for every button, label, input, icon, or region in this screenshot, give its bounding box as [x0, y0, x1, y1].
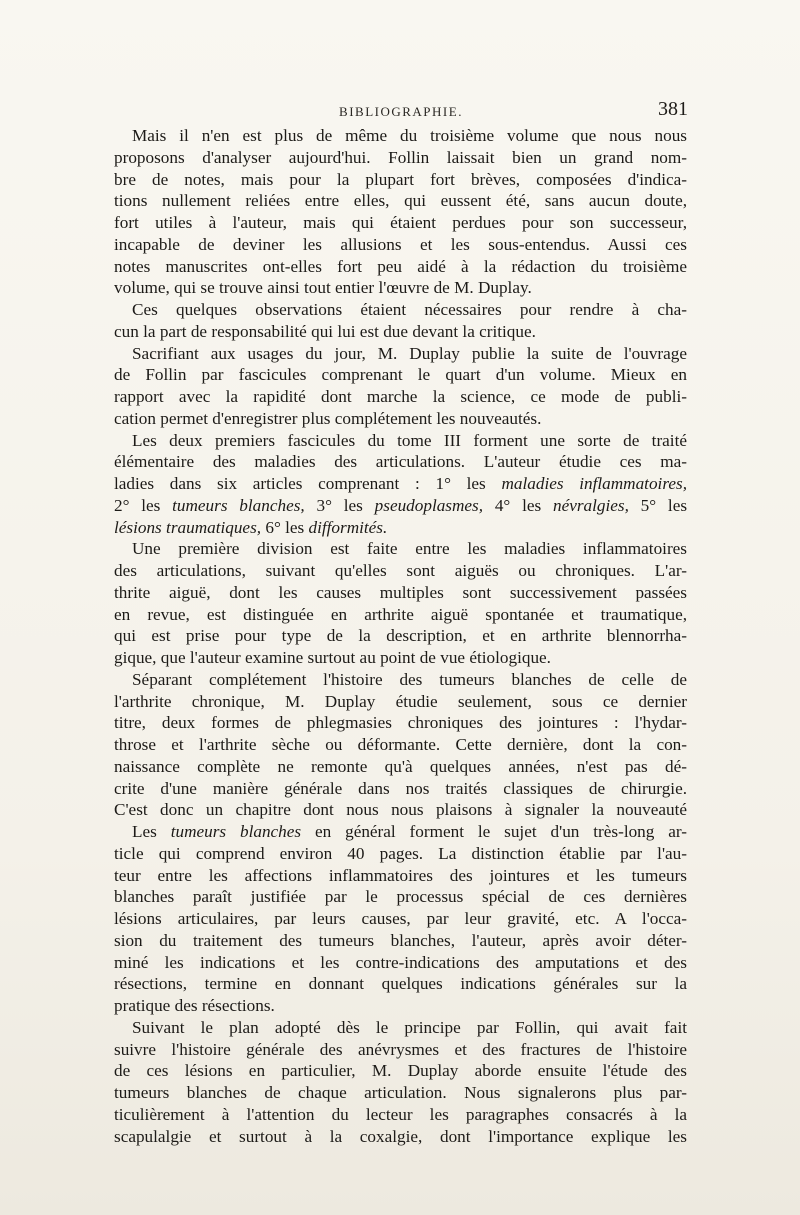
line-text: rapport avec la rapidité dont marche la science, ce mode de publi- [114, 387, 687, 406]
line-text: élémentaire des maladies des articulations. L'auteur étudie ces ma- [114, 452, 687, 472]
line-text: en revue, est distinguée en arthrite aiguë spontanée et traumatique, [114, 604, 687, 624]
line-text: scapulalgie et surtout à la coxalgie, dont l'importance explique les [114, 1126, 687, 1146]
line-text: proposons d'analyser aujourd'hui. Follin laissait bien un grand nom- [114, 147, 687, 167]
text-line [114, 712, 687, 734]
text-line [114, 995, 687, 1017]
line-text: 5° les [628, 495, 687, 515]
line-text: Sacrifiant aux usages du jour, M. Duplay publie la suite de l'ouvrage [132, 343, 687, 363]
line-text: teur entre les affections inflammatoires des jointures et les tumeurs [114, 865, 687, 885]
line-text: notes manuscrites ont-elles fort peu aidé à la rédaction du troisième [114, 256, 687, 276]
line-text: titre, deux formes de phlegmasies chroniques des jointures : l'hydar- [114, 713, 687, 733]
text-line [114, 1126, 687, 1148]
italic-text: maladies inflammatoires, [501, 474, 687, 493]
text-line [114, 277, 687, 299]
line-text: Une première division est faite entre les maladies inflammatoires [132, 539, 687, 559]
line-text: ticle qui comprend environ 40 pages. La distinction établie par l'au- [114, 843, 687, 863]
line-text: ladies dans six articles comprenant : 1° les [114, 474, 502, 493]
line-text: cun la part de responsabilité qui lui est due devant la critique. [114, 321, 536, 341]
text-line [114, 364, 687, 386]
page-number: 381 [658, 98, 688, 120]
text-line [114, 517, 687, 539]
text-line [114, 886, 687, 908]
text-line [114, 952, 687, 974]
text-line [114, 495, 687, 517]
line-text: ticulièrement à l'attention du lecteur les paragraphes consacrés à la [114, 1104, 687, 1124]
running-head: BIBLIOGRAPHIE. [339, 104, 463, 119]
italic-text: tumeurs blanches, [172, 495, 305, 515]
text-line [114, 865, 687, 887]
line-text: Suivant le plan adopté dès le principe par Follin, qui avait fait [132, 1017, 687, 1037]
text-line [114, 125, 687, 147]
line-text: 4° les [483, 495, 553, 515]
line-text: sion du traitement des tumeurs blanches, l'auteur, après avoir déter- [114, 930, 687, 950]
line-text: résections, termine en donnant quelques indications générales sur la [114, 974, 687, 994]
text-line [114, 799, 687, 821]
italic-text: difformités. [308, 517, 388, 537]
line-text: blanches paraît justifiée par le processus spécial de ces dernières [114, 887, 687, 907]
line-text: Séparant complétement l'histoire des tumeurs blanches de celle de [132, 669, 687, 689]
text-line [114, 778, 687, 800]
line-text: fort utiles à l'auteur, mais qui étaient perdues pour son successeur, [114, 213, 687, 232]
text-line [114, 691, 687, 713]
text-line [114, 582, 687, 604]
line-text: lésions articulaires, par leurs causes, par leur gravité, etc. A l'occa- [114, 909, 687, 928]
text-line [114, 821, 687, 843]
text-line [114, 1039, 687, 1061]
italic-text: tumeurs blanches [170, 822, 302, 841]
italic-text: lésions traumatiques, [114, 517, 262, 537]
body-text [114, 125, 687, 1147]
text-line [114, 321, 687, 343]
text-line [114, 234, 687, 256]
italic-text: névralgies, [552, 495, 629, 515]
text-line [114, 625, 687, 647]
text-line [114, 647, 687, 669]
text-line [114, 1104, 687, 1126]
text-line [114, 430, 687, 452]
text-line [114, 973, 687, 995]
line-text: incapable de deviner les allusions et les sous-entendus. Aussi ces [114, 234, 687, 254]
line-text: Mais il n'en est plus de même du troisième volume que nous nous [132, 126, 687, 145]
text-line [114, 1017, 687, 1039]
text-line [114, 538, 687, 560]
text-line [114, 930, 687, 952]
text-line [114, 843, 687, 865]
line-text: l'arthrite chronique, M. Duplay étudie seulement, sous ce dernier [114, 691, 687, 711]
text-line [114, 734, 687, 756]
text-line [114, 386, 687, 408]
line-text: suivre l'histoire générale des anévrysmes et des fractures de l'histoire [114, 1039, 687, 1059]
text-line [114, 190, 687, 212]
text-line [114, 1082, 687, 1104]
line-text: 6° les [261, 517, 309, 537]
line-text: de Follin par fascicules comprenant le quart d'un volume. Mieux en [114, 365, 687, 385]
line-text: bre de notes, mais pour la plupart fort brèves, composées d'indica- [114, 169, 687, 189]
text-line [114, 299, 687, 321]
line-text: thrite aiguë, dont les causes multiples sont successivement passées [114, 582, 687, 602]
line-text: tions nullement reliées entre elles, qui eussent été, sans aucun doute, [114, 191, 687, 211]
text-line [114, 212, 687, 234]
line-text: pratique des résections. [114, 996, 275, 1015]
line-text: naissance complète ne remonte qu'à quelques années, n'est pas dé- [114, 756, 687, 776]
line-text: Ces quelques observations étaient nécessaires pour rendre à cha- [132, 300, 687, 319]
line-text: crite d'une manière générale dans nos traités classiques de chirurgie. [114, 778, 687, 798]
line-text: throse et l'arthrite sèche ou déformante. Cette dernière, dont la con- [114, 735, 687, 754]
text-line [114, 256, 687, 278]
line-text: 3° les [304, 495, 375, 515]
text-line [114, 908, 687, 930]
line-text: miné les indications et les contre-indications des amputations et des [114, 952, 687, 972]
line-text: C'est donc un chapitre dont nous nous plaisons à signaler la nouveauté [114, 800, 687, 820]
line-text: Les [132, 822, 171, 841]
line-text: gique, que l'auteur examine surtout au point de vue étiologique. [114, 648, 551, 667]
text-line [114, 604, 687, 626]
text-line [114, 756, 687, 778]
italic-text: pseudoplasmes, [374, 495, 484, 515]
text-line [114, 473, 687, 495]
line-text: de ces lésions en particulier, M. Duplay aborde ensuite l'étude des [114, 1061, 687, 1081]
text-line [114, 169, 687, 191]
line-text: cation permet d'enregistrer plus complétement les nouveautés. [114, 408, 542, 428]
text-line [114, 343, 687, 365]
line-text: Les deux premiers fascicules du tome III forment une sorte de traité [132, 430, 687, 450]
line-text: volume, qui se trouve ainsi tout entier l'œuvre de M. Duplay. [114, 278, 532, 298]
line-text: qui est prise pour type de la description, et en arthrite blennorrha- [114, 626, 687, 646]
line-text: en général forment le sujet d'un très-long ar- [301, 822, 687, 841]
text-line [114, 560, 687, 582]
text-line [114, 408, 687, 430]
text-line [114, 451, 687, 473]
line-text: tumeurs blanches de chaque articulation. Nous signalerons plus par- [114, 1083, 687, 1102]
page-header [114, 98, 688, 128]
text-line [114, 147, 687, 169]
line-text: des articulations, suivant qu'elles sont aiguës ou chroniques. L'ar- [114, 561, 687, 580]
text-line [114, 1060, 687, 1082]
text-line [114, 669, 687, 691]
line-text: 2° les [114, 495, 173, 515]
